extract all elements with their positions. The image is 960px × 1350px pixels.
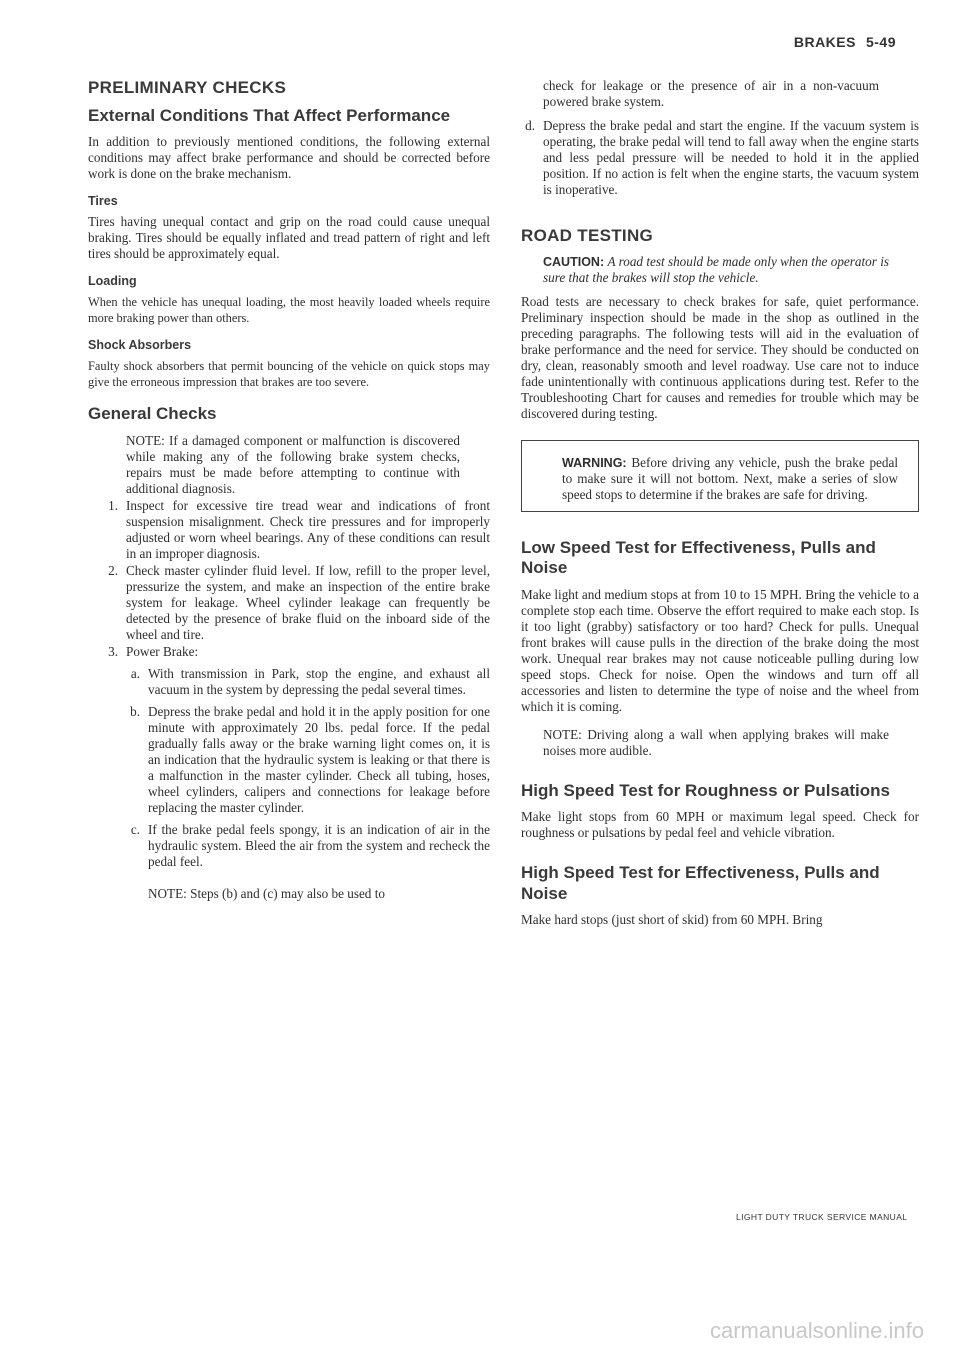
external-conditions-heading: External Conditions That Affect Performance — [88, 106, 451, 125]
continued-text: check for leakage or the presence of air in a non-vacuum powered brake system. — [543, 78, 879, 109]
tires-heading: Tires — [88, 194, 118, 209]
loading-heading: Loading — [88, 274, 137, 289]
footer: LIGHT DUTY TRUCK SERVICE MANUAL — [736, 1212, 908, 1222]
section-title: BRAKES — [793, 34, 856, 50]
high-speed-heading: High Speed Test for Effectiveness, Pulls and Noise — [521, 863, 880, 903]
watermark: carmanualsonline.info — [709, 1318, 924, 1343]
sub-item: c. If the brake pedal feels spongy, it is an indication of air in the hydraulic system. Bleed the air from the system and recheck the pedal feel. — [130, 821, 490, 869]
caution-label: CAUTION: — [543, 255, 605, 269]
low-speed-heading: Low Speed Test for Effectiveness, Pulls and Noise — [521, 538, 876, 578]
roughness-text: Make light stops from 60 MPH or maximum legal speed. Check for roughness or pulsations by pedal feel and vehicle vibration. — [521, 809, 919, 841]
external-intro: In addition to previously mentioned conditions, the following external conditions may affect brake performance and should be corrected before work is done on the brake mechanism. — [88, 134, 490, 182]
left-column — [88, 78, 490, 902]
list-item: 3. Power Brake: — [108, 643, 199, 659]
road-testing-text: Road tests are necessary to check brakes for safe, quiet performance. Preliminary inspection should be made in the shop as outlined in the preceding paragraphs. The following tests will aid in the evaluation of brake performance and the need for service. They should be conducted on dry, clean, reasonably smooth and level roadway. Use care not to induce fade unintentionally with continuous applications during test. Refer to the Troubleshooting Chart for causes and remedies for trouble which may be discovered during testing. — [521, 294, 919, 421]
high-speed-text: Make hard stops (just short of skid) from 60 MPH. Bring — [521, 911, 823, 927]
page-number: 5-49 — [865, 34, 896, 50]
sub-item: b. Depress the brake pedal and hold it in the apply position for one minute with approximately 20 lbs. pedal force. If the pedal gradually falls away or the brake warning light comes on, it is an indication that the hydraulic system is leaking or that there is a malfunction in the master cylinder. Check all tubing, hoses, wheel cylinders, calipers and connections for leakage before replacing the master cylinder. — [130, 703, 490, 815]
shock-absorbers-heading: Shock Absorbers — [88, 338, 192, 353]
caution-text: A road test should be made only when the operator is sure that the brakes will stop the vehicle. — [543, 254, 890, 285]
sub-item-d: d. Depress the brake pedal and start the engine. If the vacuum system is operating, the brake pedal will tend to fall away when the engine starts and less pedal pressure will be needed to hold it in the applied position. If no action is felt when the engine starts, the vacuum system is inoperative. — [525, 118, 919, 197]
loading-text: When the vehicle has unequal loading, the most heavily loaded wheels require more braking power than others. — [88, 295, 490, 326]
list-item: 2. Check master cylinder fluid level. If low, refill to the proper level, pressurize the system, and make an inspection of the entire brake system for leakage. Wheel cylinder leakage can frequently be detected by the presence of brake fluid on the inboard side of the wheel and tire. — [108, 562, 490, 642]
tires-text: Tires having unequal contact and grip on the road could cause unequal braking. Tires should be equally inflated and tread pattern of right and left tires should be approximately equal. — [88, 214, 490, 262]
caution-note — [543, 254, 889, 286]
roughness-heading: High Speed Test for Roughness or Pulsations — [521, 780, 891, 800]
low-speed-note: NOTE: Driving along a wall when applying brakes will make noises more audible. — [543, 726, 889, 758]
list-item: 1. Inspect for excessive tire tread wear and indications of front suspension misalignment. Check tire pressures and for improperly adjusted or worn wheel bearings. Any of these conditions can result in an improper diagnosis. — [108, 497, 490, 561]
warning-box — [521, 440, 919, 512]
right-column — [521, 78, 919, 928]
low-speed-text: Make light and medium stops at from 10 to 15 MPH. Bring the vehicle to a complete stop each time. Observe the effort required to make each stop. Is it too light (grabby) satisfactory or too hard? Check for pulls. Unequal front brakes will cause pulls in the direction of the brake doing the most work. Unequal rear brakes may not cause noticeable pulling during low speed stops. Check for noise. Open the windows and turn off all accessories and listen to determine the type of noise and the wheel from which it is coming. — [521, 586, 919, 714]
warning-label: WARNING: — [562, 456, 627, 470]
page-header — [794, 34, 896, 50]
warning-text: Before driving any vehicle, push the brake pedal to make sure it will not bottom. Next, make a series of slow speed stops to determine if the brakes are safe for driving. — [562, 455, 898, 502]
general-note: NOTE: If a damaged component or malfunction is discovered while making any of the following brake system checks, repairs must be made before attempting to continue with additional diagnosis. — [126, 432, 460, 496]
sub-item: a. With transmission in Park, stop the engine, and exhaust all vacuum in the system by depressing the pedal several times. — [130, 665, 490, 697]
road-testing-heading: ROAD TESTING — [521, 226, 654, 245]
steps-note: NOTE: Steps (b) and (c) may also be used to — [148, 885, 385, 901]
general-checks-heading: General Checks — [88, 404, 217, 424]
preliminary-checks-title: PRELIMINARY CHECKS — [88, 78, 287, 97]
shock-absorbers-text: Faulty shock absorbers that permit bouncing of the vehicle on quick stops may give the erroneous impression that brakes are too severe. — [88, 359, 490, 390]
